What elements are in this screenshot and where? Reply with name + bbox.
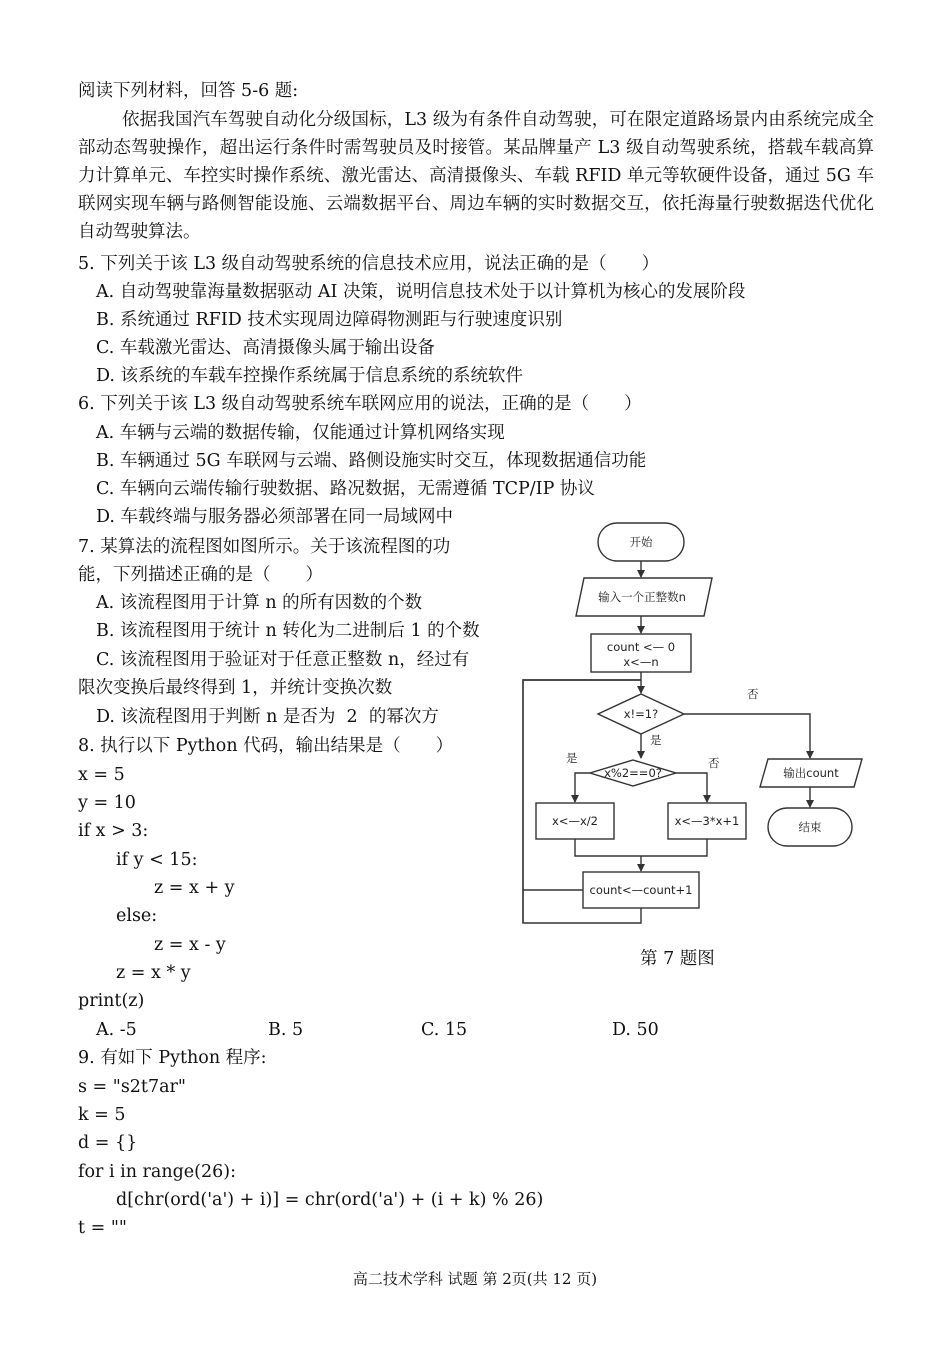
- code-line: y = 10: [78, 793, 136, 813]
- q6-option-c: C. 车辆向云端传输行驶数据、路况数据，无需遵循 TCP/IP 协议: [96, 479, 595, 499]
- q5-option-b: B. 系统通过 RFID 技术实现周边障碍物测距与行驶速度识别: [96, 310, 563, 330]
- input-label: 输入一个正整数n: [598, 590, 686, 604]
- code-line: t = "": [78, 1218, 127, 1238]
- yes-label-1: 是: [650, 733, 662, 747]
- passage-intro: 阅读下列材料，回答 5-6 题:: [78, 81, 299, 101]
- no-label-2: 否: [708, 756, 720, 770]
- q6-option-b: B. 车辆通过 5G 车联网与云端、路侧设施实时交互，体现数据通信功能: [96, 451, 647, 471]
- init-label-2: x<—n: [623, 655, 659, 669]
- code-line: z = x + y: [154, 878, 235, 898]
- q5-stem: 5. 下列关于该 L3 级自动驾驶系统的信息技术应用，说法正确的是（ ）: [78, 254, 660, 274]
- end-label: 结束: [798, 820, 822, 834]
- q8-stem: 8. 执行以下 Python 代码，输出结果是（ ）: [78, 736, 454, 756]
- init-label-1: count <— 0: [606, 640, 676, 654]
- q6-option-a: A. 车辆与云端的数据传输，仅能通过计算机网络实现: [96, 423, 505, 443]
- passage-body: 依据我国汽车驾驶自动化分级国标，L3 级为有条件自动驾驶，可在限定道路场景内由系统完成全部动态驾驶操作，超出运行条件时需驾驶员及时接管。某品牌量产 L3 级自动驾驶系统，搭载车载高算力计算单元、车控实时操作系统、激光雷达、高清摄像头、车载 RFID 单元等软硬件设备，通过 5G 车联网实现车辆与路侧智能设施、云端数据平台、周边车辆的实时数据交互，依托海量行驶数据迭代优化自动驾驶算法。: [78, 110, 874, 242]
- q8-option-d: D. 50: [612, 1020, 659, 1040]
- even-label: x<—x/2: [552, 814, 598, 828]
- code-line: else:: [116, 906, 158, 926]
- q5-option-a: A. 自动驾驶靠海量数据驱动 AI 决策，说明信息技术处于以计算机为核心的发展阶段: [96, 282, 746, 302]
- q8-option-c: C. 15: [421, 1020, 468, 1040]
- q7-stem-line2: 能，下列描述正确的是（ ）: [78, 565, 323, 585]
- code-line: d[chr(ord('a') + i)] = chr(ord('a') + (i + k) % 26): [116, 1190, 544, 1210]
- code-line: k = 5: [78, 1105, 126, 1125]
- code-line: d = {}: [78, 1133, 138, 1153]
- no-label-1: 否: [747, 687, 759, 701]
- code-line: print(z): [78, 991, 145, 1011]
- q8-option-a: A. -5: [96, 1020, 137, 1040]
- condition-2-label: x%2==0?: [604, 766, 662, 780]
- condition-1-label: x!=1?: [623, 707, 659, 721]
- code-line: z = x * y: [116, 963, 191, 983]
- q6-stem: 6. 下列关于该 L3 级自动驾驶系统车联网应用的说法，正确的是（ ）: [78, 394, 642, 414]
- figure-caption: 第 7 题图: [640, 949, 715, 969]
- q6-option-d: D. 车载终端与服务器必须部署在同一局域网中: [96, 507, 454, 527]
- output-label: 输出count: [783, 766, 839, 780]
- code-line: for i in range(26):: [78, 1162, 236, 1182]
- start-label: 开始: [629, 535, 653, 549]
- q7-option-c-line2: 限次变换后最终得到 1，并统计变换次数: [78, 678, 393, 698]
- q8-option-b: B. 5: [268, 1020, 304, 1040]
- code-line: s = "s2t7ar": [78, 1077, 186, 1097]
- q9-stem: 9. 有如下 Python 程序:: [78, 1048, 267, 1068]
- q7-stem-line1: 7. 某算法的流程图如图所示。关于该流程图的功: [78, 537, 451, 557]
- q7-option-b: B. 该流程图用于统计 n 转化为二进制后 1 的个数: [96, 621, 480, 641]
- odd-label: x<—3*x+1: [674, 814, 740, 828]
- code-line: z = x - y: [154, 935, 226, 955]
- code-line: if y < 15:: [116, 850, 198, 870]
- yes-label-2: 是: [566, 751, 578, 765]
- q5-option-c: C. 车载激光雷达、高清摄像头属于输出设备: [96, 338, 435, 358]
- code-line: x = 5: [78, 765, 125, 785]
- q7-option-a: A. 该流程图用于计算 n 的所有因数的个数: [96, 593, 423, 613]
- page-footer: 高二技术学科 试题 第 2页(共 12 页): [352, 1270, 598, 1288]
- q7-option-c-line1: C. 该流程图用于验证对于任意正整数 n，经过有: [96, 650, 470, 670]
- increment-label: count<—count+1: [589, 883, 693, 897]
- q5-option-d: D. 该系统的车载车控操作系统属于信息系统的系统软件: [96, 366, 524, 386]
- q7-option-d: D. 该流程图用于判断 n 是否为 2 的幂次方: [96, 707, 439, 727]
- code-line: if x > 3:: [78, 821, 149, 841]
